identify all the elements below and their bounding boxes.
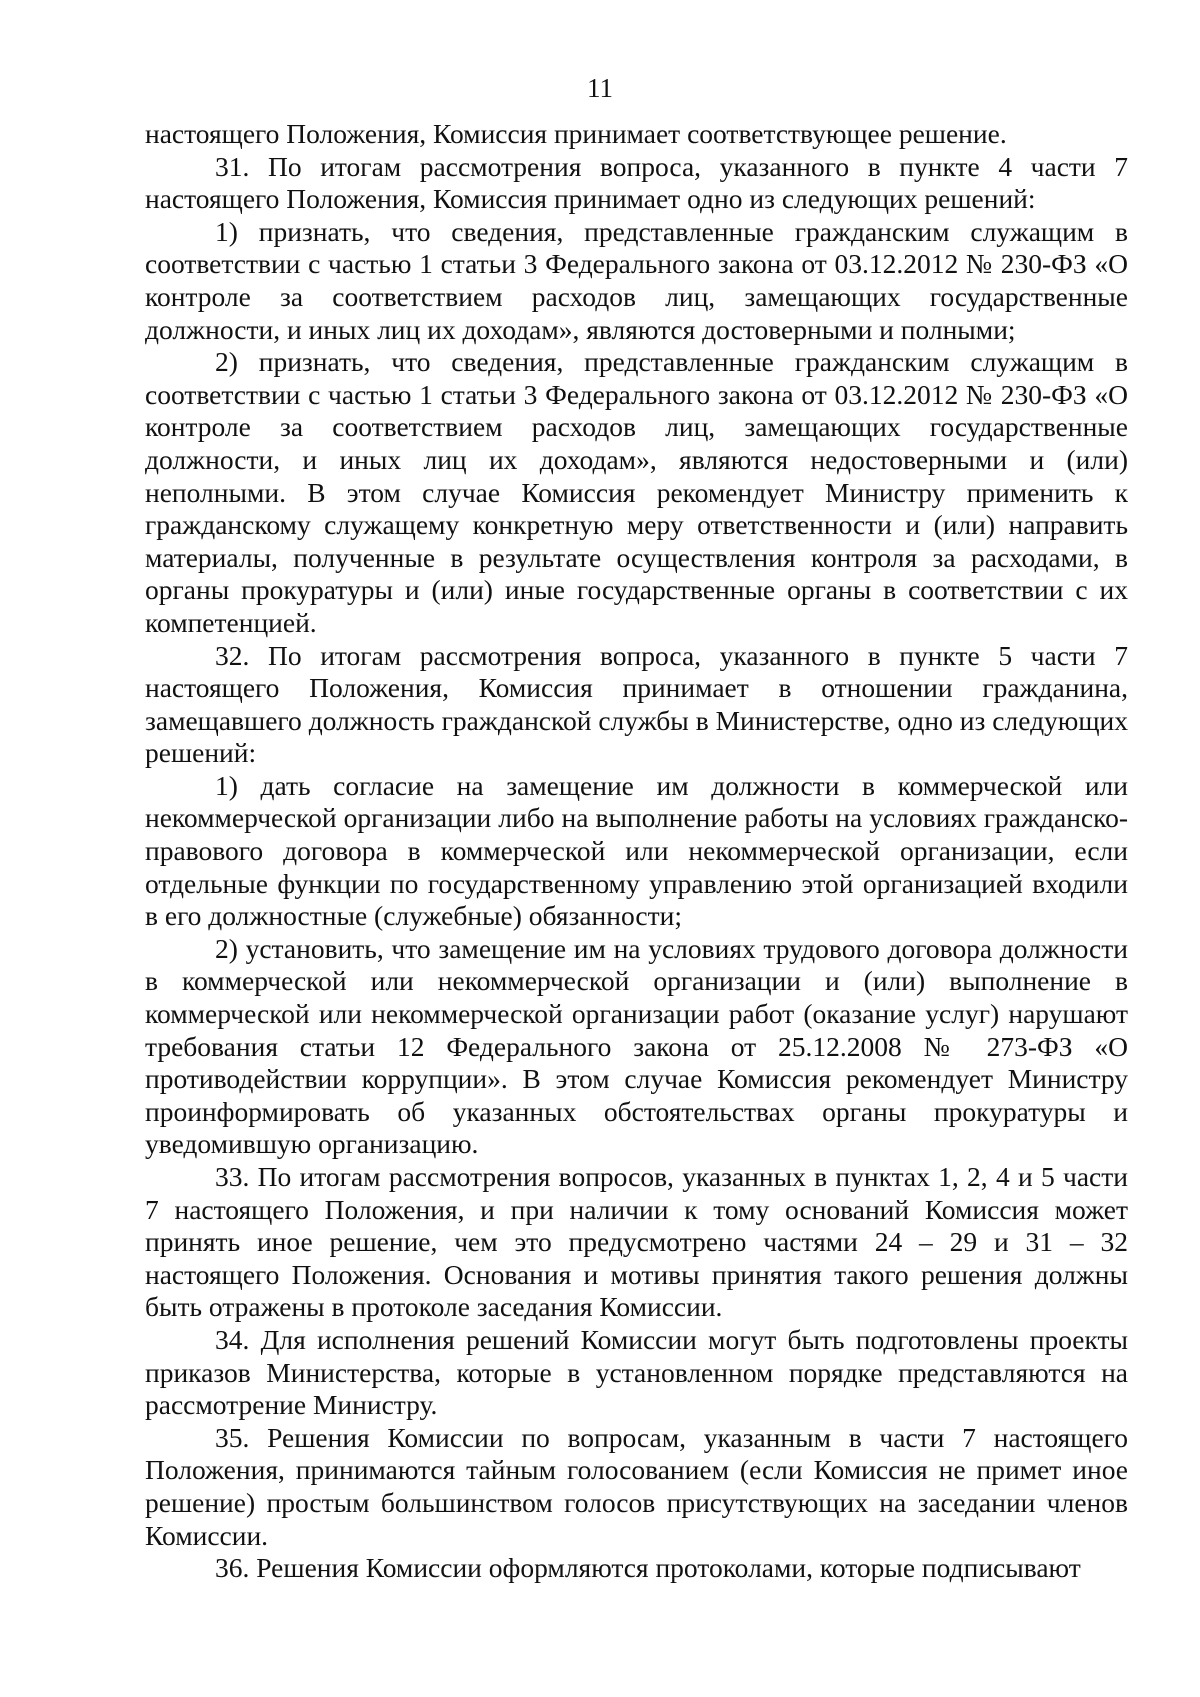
paragraph-31-item-2: 2) признать, что сведения, представленные гражданским служащим в соответствии с частью 1 статьи 3 Федерального закона от 03.12.2012 № 230-ФЗ «О контроле за соответствием расходов лиц, замещающих государственные должности, и иных лиц их доходам», являются недостоверными и (или) неполными. В этом случае Комиссия рекомендует Министру применить к гражданскому служащему конкретную меру ответственности и (или) направить материалы, полученные в результате осуществления контроля за расходами, в органы прокуратуры и (или) иные государственные органы в соответствии с их компетенцией.	[145, 346, 1128, 638]
paragraph-35: 35. Решения Комиссии по вопросам, указанным в части 7 настоящего Положения, принимаются тайным голосованием (если Комиссия не примет иное решение) простым большинством голосов присутствующих на заседании членов Комиссии.	[145, 1421, 1128, 1551]
paragraph-32-item-2: 2) установить, что замещение им на условиях трудового договора должности в коммерческой или некоммерческой организации и (или) выполнение в коммерческой или некоммерческой организации работ (оказание услуг) нарушают требования статьи 12 Федерального закона от 25.12.2008 № 273-ФЗ «О противодействии коррупции». В этом случае Комиссия рекомендует Министру проинформировать об указанных обстоятельствах органы прокуратуры и уведомившую организацию.	[145, 932, 1128, 1160]
document-body	[145, 118, 1128, 1585]
paragraph-33: 33. По итогам рассмотрения вопросов, указанных в пунктах 1, 2, 4 и 5 части 7 настоящего Положения, и при наличии к тому оснований Комиссия может принять иное решение, чем это предусмотрено частями 24 – 29 и 31 – 32 настоящего Положения. Основания и мотивы принятия такого решения должны быть отражены в протоколе заседания Комиссии.	[145, 1161, 1128, 1323]
page-number: 11	[587, 73, 613, 103]
paragraph-continuation: настоящего Положения, Комиссия принимает соответствующее решение.	[145, 118, 1007, 149]
paragraph-34: 34. Для исполнения решений Комиссии могут быть подготовлены проекты приказов Министерства, которые в установленном порядке представляются на рассмотрение Министру.	[145, 1323, 1128, 1421]
paragraph-36: 36. Решения Комиссии оформляются протоколами, которые подписывают	[215, 1552, 1081, 1584]
paragraph-32-item-1: 1) дать согласие на замещение им должности в коммерческой или некоммерческой организации либо на выполнение работы на условиях гражданско-правового договора в коммерческой или некоммерческой организации, если отдельные функции по государственному управлению этой организацией входили в его должностные (служебные) обязанности;	[145, 769, 1128, 932]
paragraph-31-item-1: 1) признать, что сведения, представленные гражданским служащим в соответствии с частью 1 статьи 3 Федерального закона от 03.12.2012 № 230-ФЗ «О контроле за соответствием расходов лиц, замещающих государственные должности, и иных лиц их доходам», являются достоверными и полными;	[145, 215, 1128, 345]
paragraph-31: 31. По итогам рассмотрения вопроса, указанного в пункте 4 части 7 настоящего Положения, Комиссия принимает одно из следующих решений:	[145, 150, 1128, 215]
paragraph-32: 32. По итогам рассмотрения вопроса, указанного в пункте 5 части 7 настоящего Положения, Комиссия принимает в отношении гражданина, замещавшего должность гражданской службы в Министерстве, одно из следующих решений:	[145, 639, 1128, 769]
